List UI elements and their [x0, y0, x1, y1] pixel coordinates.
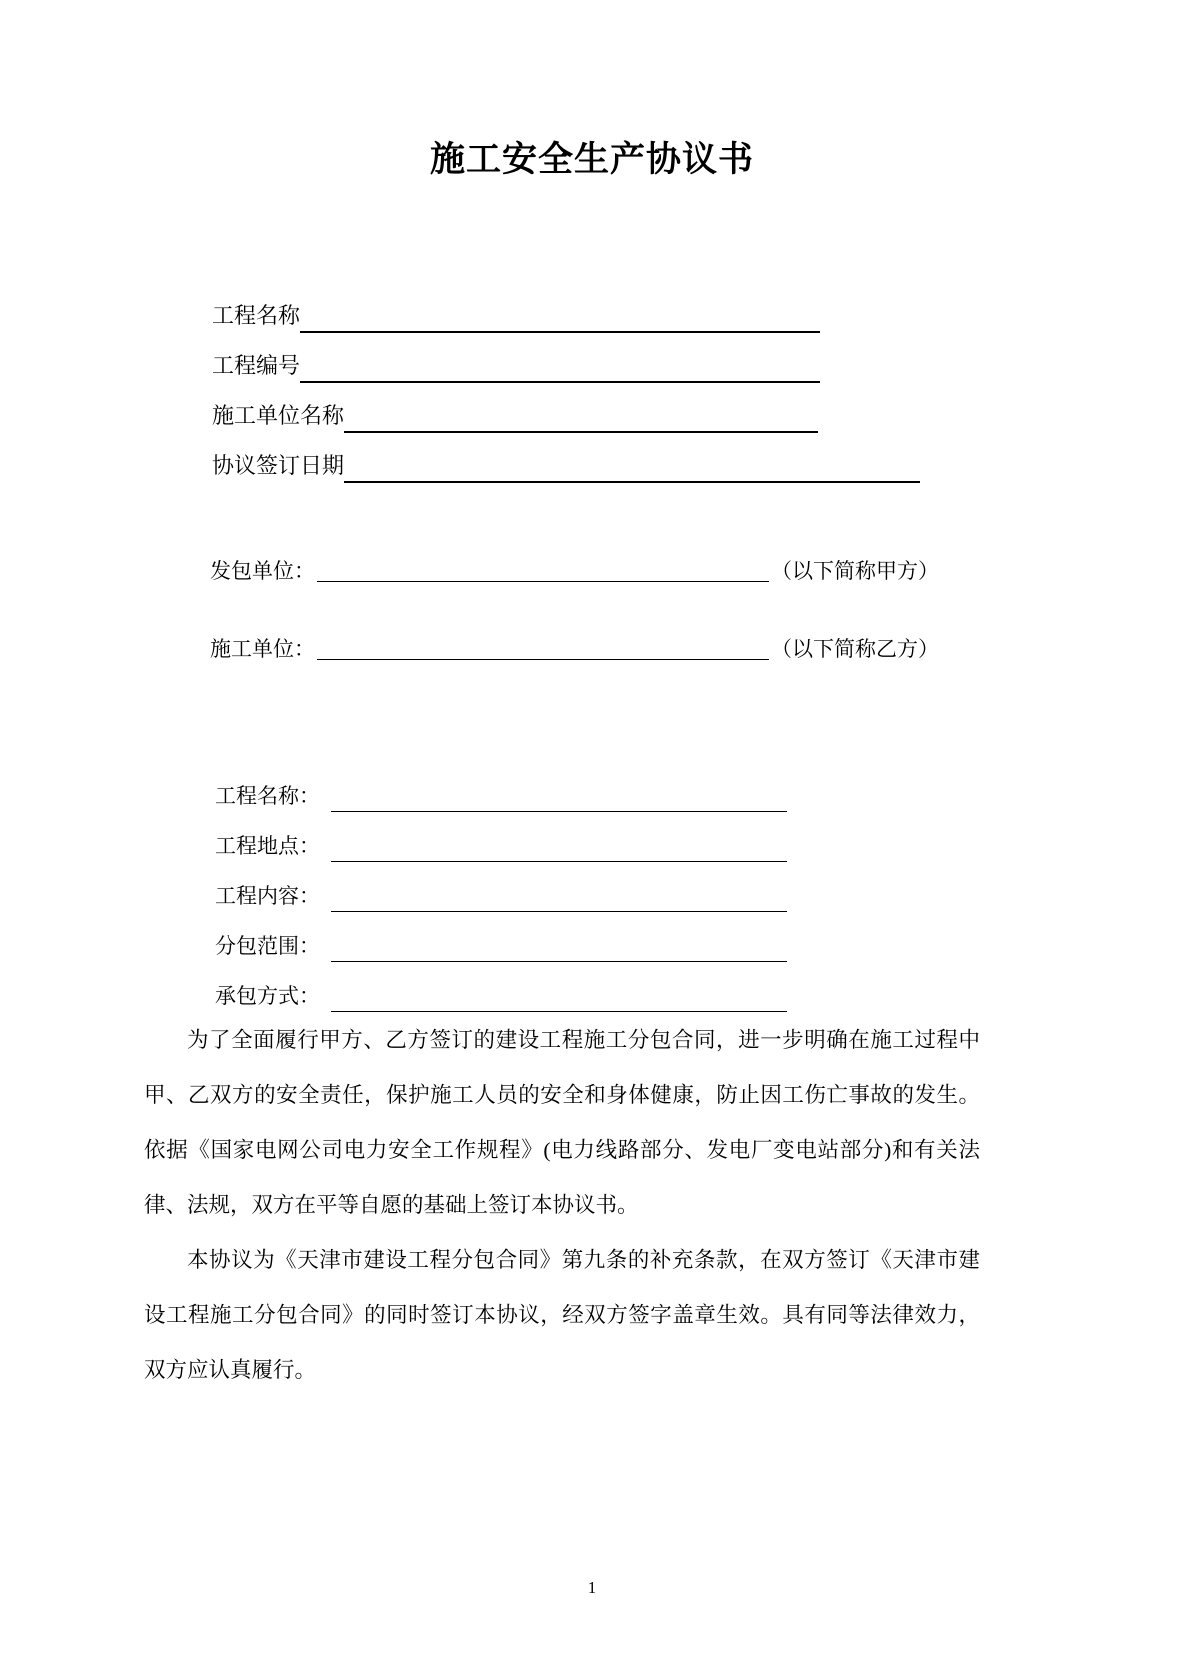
- form-row-contractor-name: [212, 383, 972, 433]
- field-label-detail-project-name: 工程名称：: [215, 784, 320, 808]
- page-number: 1: [587, 1578, 597, 1597]
- party-input-employer[interactable]: [317, 561, 769, 582]
- field-label-contractor-name: 施工单位名称: [212, 403, 345, 428]
- form-row-detail-project-location: [215, 812, 915, 862]
- form-row-detail-contract-mode: [215, 962, 915, 1012]
- form-row-project-number: [212, 333, 972, 383]
- form-row-project-name: [212, 283, 972, 333]
- field-input-project-number[interactable]: [300, 355, 820, 383]
- field-input-contractor-name[interactable]: [344, 405, 818, 433]
- field-label-signing-date: 协议签订日期: [212, 453, 345, 478]
- field-input-detail-subcontract-scope[interactable]: [331, 937, 787, 962]
- party-row-contractor: [144, 621, 1024, 677]
- party-suffix-contractor: （以下简称乙方）: [771, 637, 939, 661]
- form-row-signing-date: [212, 433, 972, 483]
- header-fields-group: [212, 283, 972, 483]
- field-label-project-name: 工程名称: [212, 303, 301, 328]
- page-title: 施工安全生产协议书: [429, 140, 754, 180]
- field-input-detail-project-content[interactable]: [331, 887, 787, 912]
- field-label-project-number: 工程编号: [212, 353, 301, 378]
- body-paragraph-purpose: 为了全面履行甲方、乙方签订的建设工程施工分包合同，进一步明确在施工过程中甲、乙双方的安全责任，保护施工人员的安全和身体健康，防止因工伤亡事故的发生。依据《国家电网公司电力安全工作规程》(电力线路部分、发电厂变电站部分)和有关法律、法规，双方在平等自愿的基础上签订本协议书。: [144, 1028, 980, 1217]
- field-label-detail-contract-mode: 承包方式：: [215, 984, 320, 1008]
- field-label-detail-subcontract-scope: 分包范围：: [215, 934, 320, 958]
- field-input-signing-date[interactable]: [344, 455, 920, 483]
- form-row-detail-project-name: [215, 762, 915, 812]
- field-input-project-name[interactable]: [300, 305, 820, 333]
- field-label-detail-project-location: 工程地点：: [215, 834, 320, 858]
- parties-group: [144, 543, 1024, 699]
- form-row-detail-subcontract-scope: [215, 912, 915, 962]
- party-row-employer: [144, 543, 1024, 599]
- party-input-contractor[interactable]: [317, 639, 769, 660]
- field-input-detail-project-name[interactable]: [331, 787, 787, 812]
- field-input-detail-project-location[interactable]: [331, 837, 787, 862]
- detail-fields-group: [215, 762, 915, 1012]
- body-paragraph-validity: 本协议为《天津市建设工程分包合同》第九条的补充条款，在双方签订《天津市建设工程施工分包合同》的同时签订本协议，经双方签字盖章生效。具有同等法律效力，双方应认真履行。: [144, 1248, 980, 1382]
- field-input-detail-contract-mode[interactable]: [331, 987, 787, 1012]
- field-label-detail-project-content: 工程内容：: [215, 884, 320, 908]
- form-row-detail-project-content: [215, 862, 915, 912]
- party-suffix-employer: （以下简称甲方）: [771, 559, 939, 583]
- body-text-group: [144, 1013, 980, 1398]
- party-label-contractor: 施工单位：: [210, 637, 315, 661]
- party-label-employer: 发包单位：: [210, 559, 315, 583]
